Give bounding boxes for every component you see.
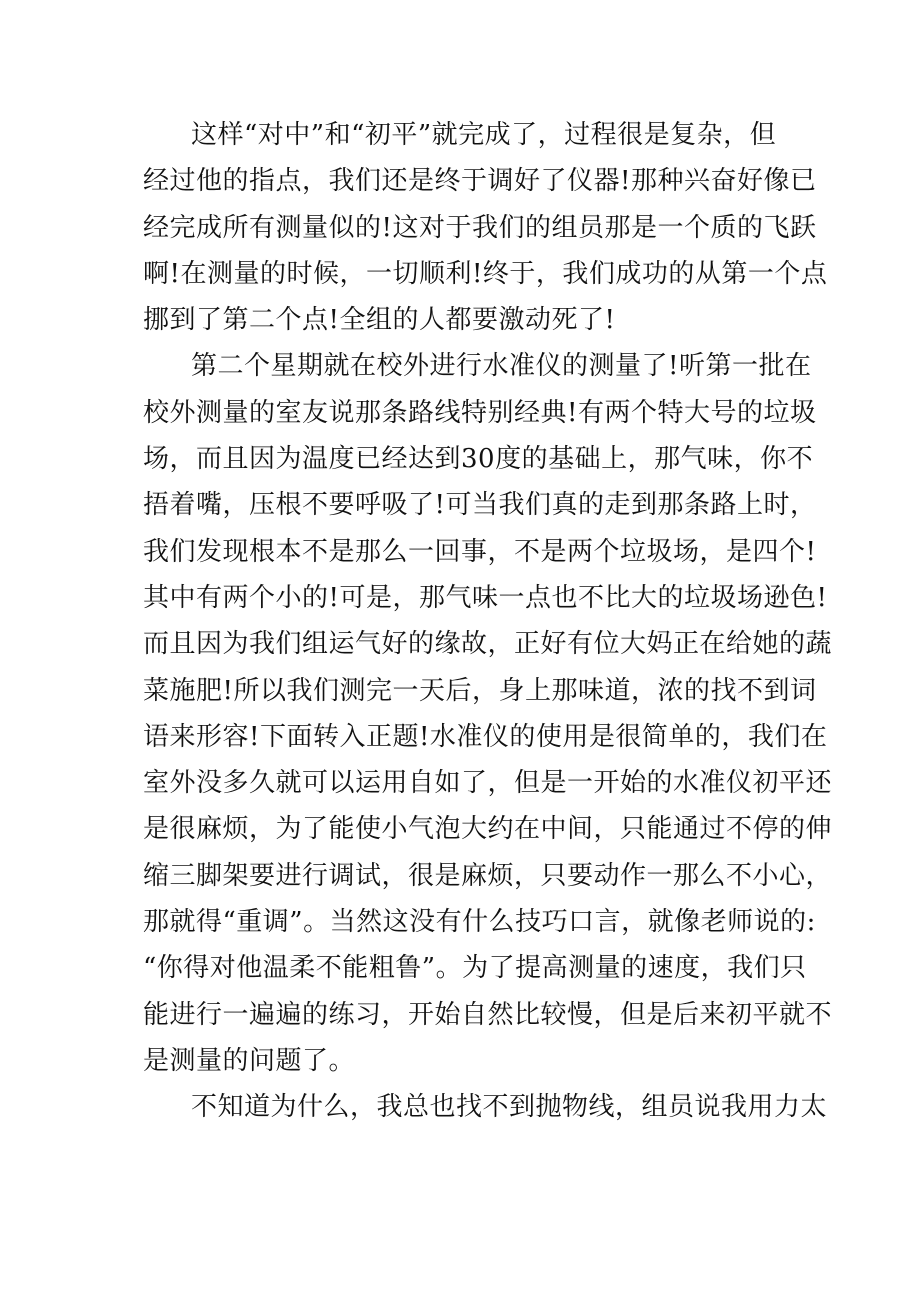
paragraph-2-line-7: 而且因为我们组运气好的缘故，正好有位大妈正在给她的蔬 [143, 629, 833, 660]
paragraph-2-line-14: “你得对他温柔不能粗鲁”。为了提高测量的速度，我们只 [143, 953, 807, 984]
paragraph-2-line-1: 第二个星期就在校外进行水准仪的测量了!听第一批在 [191, 351, 812, 382]
paragraph-2-line-3: 场，而且因为温度已经达到30度的基础上，那气味，你不 [143, 444, 814, 475]
paragraph-2-line-9: 语来形容!下面转入正题!水准仪的使用是很简单的，我们在 [143, 721, 828, 752]
paragraph-2-line-8: 菜施肥!所以我们测完一天后，身上那味道，浓的找不到词 [143, 675, 817, 706]
paragraph-2-line-4: 捂着嘴，压根不要呼吸了!可当我们真的走到那条路上时， [143, 490, 817, 521]
paragraph-1-line-4: 啊!在测量的时候，一切顺利!终于，我们成功的从第一个点 [143, 258, 828, 289]
paragraph-1-line-5: 挪到了第二个点!全组的人都要激动死了! [143, 305, 616, 336]
paragraph-1-line-1: 这样“对中”和“初平”就完成了，过程很是复杂，但 [191, 120, 777, 150]
document-body [143, 112, 833, 1131]
paragraph-2-line-11: 是很麻烦，为了能使小气泡大约在中间，只能通过不停的伸 [143, 814, 833, 845]
paragraph-3-line-1: 不知道为什么，我总也找不到抛物线，组员说我用力太 [191, 1092, 828, 1123]
paragraph-1-line-2: 经过他的指点，我们还是终于调好了仪器!那种兴奋好像已 [143, 166, 817, 197]
paragraph-1-line-3: 经完成所有测量似的!这对于我们的组员那是一个质的飞跃 [143, 212, 817, 243]
paragraph-2-line-16: 是测量的问题了。 [143, 1045, 356, 1076]
paragraph-2-line-10: 室外没多久就可以运用自如了，但是一开始的水准仪初平还 [143, 768, 833, 799]
paragraph-2-line-13: 那就得“重调”。当然这没有什么技巧口言，就像老师说的: [143, 907, 816, 938]
paragraph-2-line-12: 缩三脚架要进行调试，很是麻烦，只要动作一那么不小心， [143, 860, 833, 891]
paragraph-2-line-5: 我们发现根本不是那么一回事，不是两个垃圾场，是四个! [143, 536, 817, 567]
paragraph-2-line-15: 能进行一遍遍的练习，开始自然比较慢，但是后来初平就不 [143, 999, 833, 1030]
paragraph-2-line-2: 校外测量的室友说那条路线特别经典!有两个特大号的垃圾 [143, 397, 817, 428]
paragraph-2-line-6: 其中有两个小的!可是，那气味一点也不比大的垃圾场逊色! [143, 582, 828, 613]
